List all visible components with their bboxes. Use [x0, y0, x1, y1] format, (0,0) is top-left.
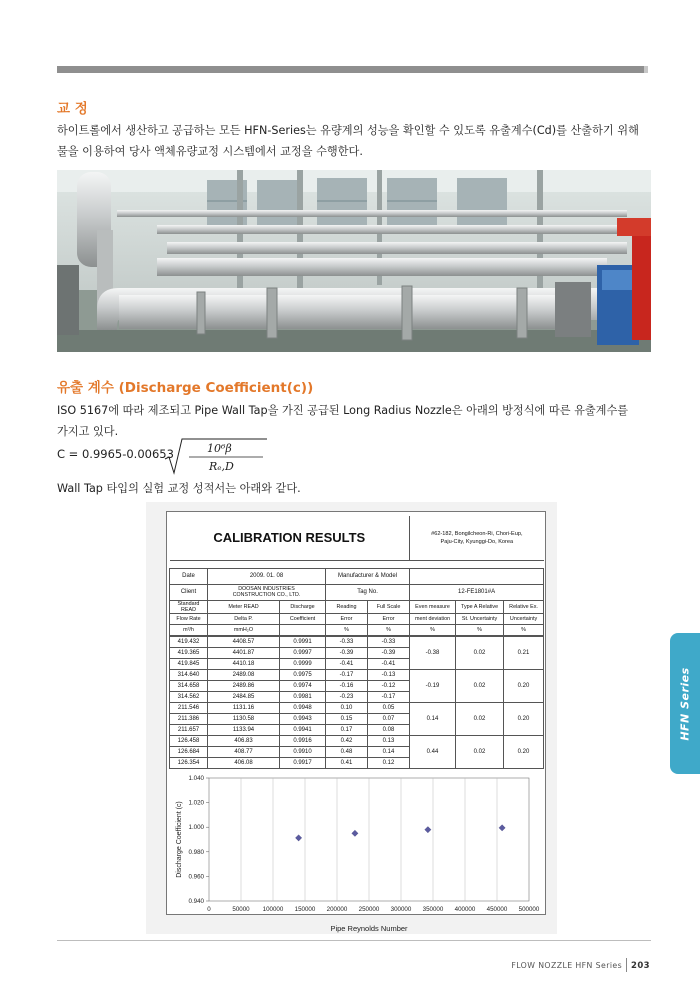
- client-line: DOOSAN INDUSTRIES: [238, 585, 295, 592]
- x-tick-label: 200000: [326, 906, 348, 913]
- units-row: [170, 624, 544, 635]
- unit-cell: %: [410, 624, 456, 635]
- table-cell: 406.83: [208, 736, 280, 747]
- x-tick-label: 350000: [422, 906, 444, 913]
- client-value: [208, 584, 326, 600]
- table-cell: -0.41: [326, 659, 368, 670]
- table-cell: 419.365: [170, 648, 208, 659]
- table-cell: 0.9981: [280, 692, 326, 703]
- table-cell: 406.08: [208, 758, 280, 769]
- table-cell: 0.12: [368, 758, 410, 769]
- table-cell: 2484.85: [208, 692, 280, 703]
- column-header: Reading: [326, 600, 368, 613]
- group-summary-cell: 0.02: [456, 670, 504, 703]
- x-tick-label: 100000: [262, 906, 284, 913]
- table-cell: -0.33: [326, 637, 368, 648]
- table-cell: 0.9991: [280, 637, 326, 648]
- table-cell: 0.9910: [280, 747, 326, 758]
- table-cell: 314.658: [170, 681, 208, 692]
- column-header: Error: [326, 613, 368, 624]
- unit-cell: m³/h: [170, 624, 208, 635]
- unit-cell: mmH₂O: [208, 624, 280, 635]
- paragraph-line: 하이트롤에서 생산하고 공급하는 모든 HFN-Series는 유량계의 성능을 확인할 수 있도록 유출계수(Cd)를 산출하기 위해: [57, 124, 639, 137]
- calibration-data-table: [169, 636, 544, 769]
- table-cell: 211.386: [170, 714, 208, 725]
- group-summary-cell: 0.20: [504, 703, 544, 736]
- x-tick-label: 400000: [454, 906, 476, 913]
- table-cell: 4408.57: [208, 637, 280, 648]
- formula-lhs: C = 0.9965-0.00653: [57, 447, 174, 461]
- column-header: St. Uncertainty: [456, 613, 504, 624]
- table-cell: 1130.58: [208, 714, 280, 725]
- column-header: Uncertainty: [504, 613, 544, 624]
- certificate-address: [410, 516, 544, 560]
- group-summary-cell: 0.02: [456, 703, 504, 736]
- table-cell: -0.23: [326, 692, 368, 703]
- table-row: [170, 703, 544, 714]
- certificate-title: CALIBRATION RESULTS: [170, 516, 410, 560]
- table-cell: 408.77: [208, 747, 280, 758]
- group-summary-cell: 0.21: [504, 637, 544, 670]
- side-tab-label: HFN Series: [678, 666, 692, 741]
- date-value: 2009. 01. 08: [208, 568, 326, 584]
- certificate-header-table: [169, 516, 544, 636]
- table-cell: 4410.18: [208, 659, 280, 670]
- table-cell: 0.42: [326, 736, 368, 747]
- formula-denominator: Rₑ,D: [209, 460, 234, 473]
- group-summary-cell: -0.38: [410, 637, 456, 670]
- table-cell: 0.14: [368, 747, 410, 758]
- calibration-paragraph: [57, 120, 639, 162]
- table-cell: 419.432: [170, 637, 208, 648]
- table-cell: -0.17: [326, 670, 368, 681]
- table-cell: 314.640: [170, 670, 208, 681]
- table-cell: -0.16: [326, 681, 368, 692]
- x-tick-label: 450000: [486, 906, 508, 913]
- group-summary-cell: 0.20: [504, 670, 544, 703]
- y-tick-label: 0.940: [188, 898, 204, 905]
- column-header: Discharge: [280, 600, 326, 613]
- x-tick-label: 250000: [358, 906, 380, 913]
- footer-series: FLOW NOZZLE HFN Series: [511, 961, 623, 970]
- table-cell: -0.39: [326, 648, 368, 659]
- table-cell: 0.17: [326, 725, 368, 736]
- y-tick-label: 1.040: [188, 775, 204, 782]
- group-summary-cell: 0.14: [410, 703, 456, 736]
- table-cell: 419.845: [170, 659, 208, 670]
- table-cell: -0.13: [368, 670, 410, 681]
- table-cell: -0.17: [368, 692, 410, 703]
- table-cell: 0.05: [368, 703, 410, 714]
- x-tick-label: 500000: [518, 906, 540, 913]
- bottom-rule: [57, 940, 651, 941]
- table-cell: 0.9941: [280, 725, 326, 736]
- table-cell: 0.9916: [280, 736, 326, 747]
- table-row: [170, 670, 544, 681]
- header-row-mid: [170, 613, 544, 624]
- table-cell: 0.9974: [280, 681, 326, 692]
- section-heading-calibration: 교 정: [57, 101, 88, 117]
- section-heading-discharge-coefficient: 유출 계수 (Discharge Coefficient(c)): [57, 380, 314, 396]
- unit-cell: [280, 624, 326, 635]
- paragraph-line: ISO 5167에 따라 제조되고 Pipe Wall Tap을 가진 공급된 Long Radius Nozzle은 아래의 방정식에 따른 유출계수를: [57, 404, 629, 417]
- table-cell: 126.354: [170, 758, 208, 769]
- column-header: Full Scale: [368, 600, 410, 613]
- photo-illustration: [57, 170, 651, 352]
- table-cell: -0.33: [368, 637, 410, 648]
- table-cell: 0.08: [368, 725, 410, 736]
- calibration-certificate: [146, 502, 557, 934]
- table-cell: 0.15: [326, 714, 368, 725]
- tag-label: Tag No.: [326, 584, 410, 600]
- y-axis-label: Discharge Coefficient (c): [176, 801, 183, 878]
- column-header: Flow Rate: [170, 613, 208, 624]
- y-tick-label: 0.960: [188, 873, 204, 881]
- column-header: Type A Relative: [456, 600, 504, 613]
- column-header: Error: [368, 613, 410, 624]
- paragraph-line: 가지고 있다.: [57, 425, 119, 438]
- calibration-facility-photo: [57, 170, 651, 352]
- table-cell: 0.9948: [280, 703, 326, 714]
- table-cell: -0.12: [368, 681, 410, 692]
- table-cell: 4401.87: [208, 648, 280, 659]
- y-tick-label: 1.000: [188, 824, 204, 832]
- x-tick-label: 300000: [390, 906, 412, 913]
- y-tick-label: 1.020: [188, 799, 204, 807]
- table-cell: 314.562: [170, 692, 208, 703]
- group-summary-cell: 0.02: [456, 736, 504, 769]
- table-cell: 1133.94: [208, 725, 280, 736]
- y-tick-label: 0.980: [188, 848, 204, 856]
- table-cell: 126.684: [170, 747, 208, 758]
- x-tick-label: 0: [207, 906, 211, 913]
- manufacturer-label: Manufacturer & Model: [326, 568, 410, 584]
- x-tick-label: 150000: [294, 906, 316, 913]
- table-row: [170, 736, 544, 747]
- discharge-coefficient-chart: [167, 770, 547, 935]
- column-header: ment deviation: [410, 613, 456, 624]
- unit-cell: %: [368, 624, 410, 635]
- unit-cell: %: [326, 624, 368, 635]
- side-tab: [670, 633, 700, 774]
- table-cell: 0.48: [326, 747, 368, 758]
- header-row-top: [170, 600, 544, 613]
- table-cell: 211.546: [170, 703, 208, 714]
- table-cell: 0.41: [326, 758, 368, 769]
- table-cell: 2489.08: [208, 670, 280, 681]
- client-label: Client: [170, 584, 208, 600]
- unit-cell: %: [456, 624, 504, 635]
- client-line: CONSTRUCTION CO., LTD.: [232, 592, 301, 598]
- certificate-note: Wall Tap 타입의 실험 교정 성적서는 아래와 같다.: [57, 482, 301, 495]
- table-cell: 211.657: [170, 725, 208, 736]
- table-row: [170, 637, 544, 648]
- table-cell: 1131.16: [208, 703, 280, 714]
- formula-radical: [163, 437, 273, 477]
- group-summary-cell: 0.20: [504, 736, 544, 769]
- table-cell: 0.9975: [280, 670, 326, 681]
- table-cell: 0.9997: [280, 648, 326, 659]
- column-header: Meter READ: [208, 600, 280, 613]
- address-line: Paju-City, Kyunggi-Do, Korea: [440, 538, 514, 545]
- group-summary-cell: -0.19: [410, 670, 456, 703]
- table-cell: 0.9999: [280, 659, 326, 670]
- table-cell: 0.10: [326, 703, 368, 714]
- page-number: 203: [631, 961, 650, 971]
- table-cell: -0.41: [368, 659, 410, 670]
- discharge-paragraph: [57, 400, 628, 442]
- column-header: Standard READ: [170, 600, 208, 613]
- unit-cell: %: [504, 624, 544, 635]
- column-header: Delta P.: [208, 613, 280, 624]
- table-cell: 0.13: [368, 736, 410, 747]
- table-cell: 2489.86: [208, 681, 280, 692]
- certificate-sheet: [166, 511, 546, 933]
- table-cell: 0.9917: [280, 758, 326, 769]
- column-header: Relative Ex.: [504, 600, 544, 613]
- x-tick-label: 50000: [232, 906, 250, 913]
- paragraph-line: 물을 이용하여 당사 액체유량교정 시스템에서 교정을 수행한다.: [57, 145, 363, 158]
- address-line: #62-182, Bongilcheon-Ri, Chori-Eup,: [431, 530, 523, 537]
- table-cell: -0.39: [368, 648, 410, 659]
- table-cell: 126.458: [170, 736, 208, 747]
- table-cell: 0.07: [368, 714, 410, 725]
- date-label: Date: [170, 568, 208, 584]
- formula-numerator: 10⁶β: [207, 442, 232, 455]
- column-header: Coefficient: [280, 613, 326, 624]
- tag-value: 12-FE1801#A: [410, 584, 544, 600]
- x-axis-label: Pipe Reynolds Number: [330, 924, 408, 933]
- top-rule: [57, 66, 644, 73]
- page-footer: [511, 958, 650, 972]
- table-cell: 0.9943: [280, 714, 326, 725]
- group-summary-cell: 0.02: [456, 637, 504, 670]
- group-summary-cell: 0.44: [410, 736, 456, 769]
- column-header: Even measure: [410, 600, 456, 613]
